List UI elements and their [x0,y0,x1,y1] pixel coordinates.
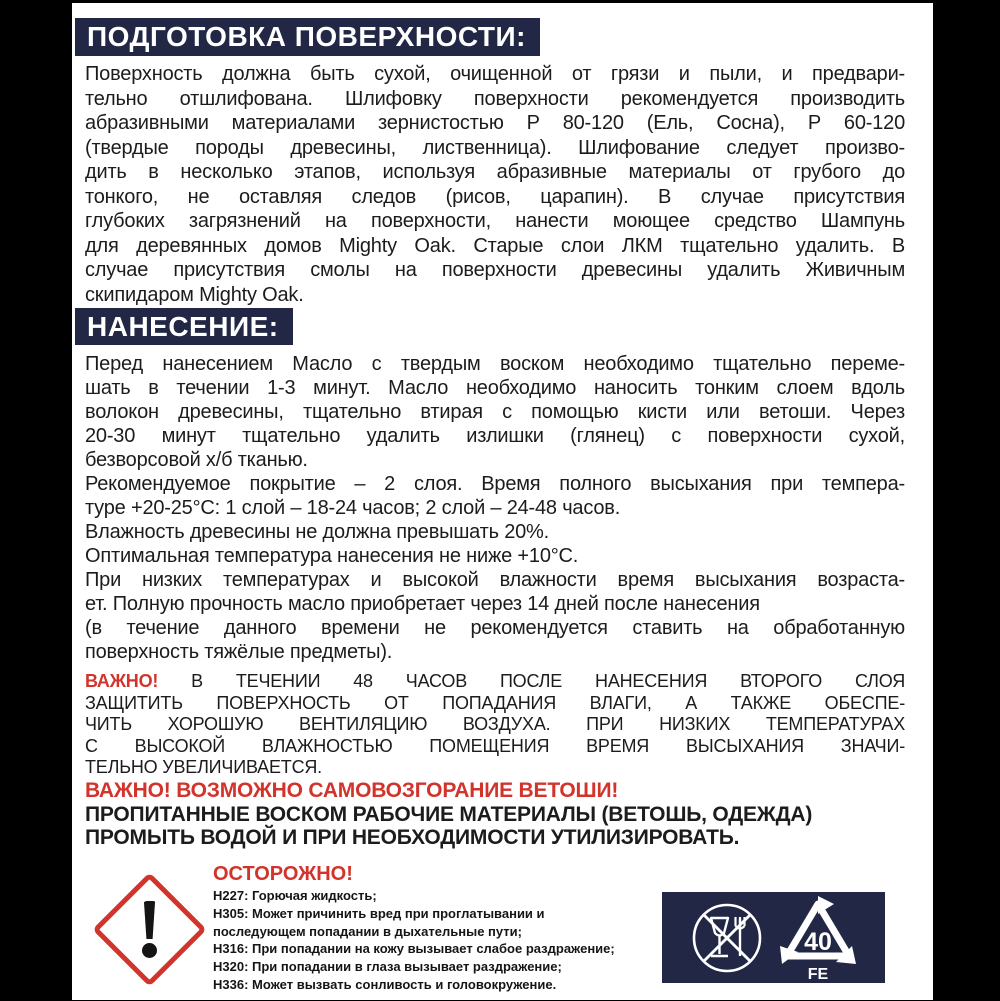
text-line: (твердые породы древесины, лиственница). Шлифование следует произво- [85,136,905,159]
text-line: волокон древесины, тщательно втирая с помощью кисти или ветоши. Через [85,401,905,423]
text-line: ТЕЛЬНО УВЕЛИЧИВАЕТСЯ. [85,757,322,777]
recycling-fe-40-icon [778,894,858,982]
label-page [72,3,933,1000]
text-line: H336: Может вызвать сонливость и головокружение. [213,976,557,992]
text-line: скипидаром Mighty Oak. [85,283,304,306]
recycling-code-label: 40 [803,927,832,956]
text-line: безворсовой х/б тканью. [85,449,308,471]
text-line: для деревянных домов Mighty Oak. Старые слои ЛКМ тщательно удалить. В [85,234,905,257]
text-line: ЗАЩИТИТЬ ПОВЕРХНОСТЬ ОТ ПОПАДАНИЯ ВЛАГИ, А ТАКЖЕ ОБЕСПЕ- [85,692,905,713]
recycling-material-label: FE [807,965,828,982]
section-header-application: НАНЕСЕНИЕ: [75,308,293,345]
no-food-contact-icon [690,901,764,975]
hazard-statements [213,887,668,994]
text-line: Рекомендуемое покрытие – 2 слоя. Время полного высыхания при темпера- [85,473,905,495]
disposal-text [85,803,905,849]
text-line: При низких температурах и высокой влажности время высыхания возраста- [85,569,905,591]
preparation-text [85,62,905,307]
important-label: ВАЖНО! [85,671,159,691]
important-48h-text [85,671,905,779]
text-line: ПРОПИТАННЫЕ ВОСКОМ РАБОЧИЕ МАТЕРИАЛЫ (ВЕТОШЬ, ОДЕЖДА) [85,803,813,826]
text-line: ЧИТЬ ХОРОШУЮ ВЕНТИЛЯЦИЮ ВОЗДУХА. ПРИ НИЗКИХ ТЕМПЕРАТУРАХ [85,714,905,734]
text-line: глубоких загрязнений на поверхности, нанести моющее средство Шампунь [85,210,905,232]
text-line: H320: При попадании в глаза вызывает раздражение; [213,959,562,975]
text-line: тельно отшлифована. Шлифовку поверхности рекомендуется производить [85,87,905,110]
text-line: H227: Горючая жидкость; [213,888,377,903]
symbols-box [662,892,885,983]
text-line: Влажность древесины не должна превышать 20%. [85,521,549,543]
text-line: H305: Может причинить вред при проглатывании и [213,905,545,921]
text-line: (в течение данного времени не рекомендуется ставить на обработанную [85,617,905,639]
text-line [85,671,905,693]
application-text [85,352,905,664]
text-line: туре +20-25°С: 1 слой – 18-24 часов; 2 слой – 24-48 часов. [85,497,621,519]
text-line: Поверхность должна быть сухой, очищенной от грязи и пыли, и предвари- [85,63,905,85]
self-ignition-warning: ВАЖНО! ВОЗМОЖНО САМОВОЗГОРАНИЕ ВЕТОШИ! [85,779,619,802]
text-line: Оптимальная температура нанесения не ниже +10°С. [85,545,579,567]
exclamation-icon [114,894,185,965]
text-line: H316: При попадании на кожу вызывает слабое раздражение; [213,941,615,957]
section-header-preparation: ПОДГОТОВКА ПОВЕРХНОСТИ: [75,18,540,56]
text-line: Перед нанесением Масло с твердым воском необходимо тщательно переме- [85,353,905,375]
text-line: дить в несколько этапов, используя абразивные материалы от грубого до [85,161,905,183]
text-line: тонкого, не оставляя следов (рисов, царапин). В случае присутствия [85,185,905,208]
text-line: последующем попадании в дыхательные пути; [213,923,522,939]
text-line: поверхность тяжёлые предметы). [85,641,393,663]
text-line: случае присутствия смолы на поверхности древесины удалить Живичным [85,259,905,281]
text-line: абразивными материалами зернистостью Р 80-120 (Ель, Сосна), Р 60-120 [85,112,905,134]
important-lines [85,693,905,779]
important-first-line: В ТЕЧЕНИИ 48 ЧАСОВ ПОСЛЕ НАНЕСЕНИЯ ВТОРОГО СЛОЯ [158,671,905,691]
text-line: С ВЫСОКОЙ ВЛАЖНОСТЬЮ ПОМЕЩЕНИЯ ВРЕМЯ ВЫСЫХАНИЯ ЗНАЧИ- [85,735,905,756]
text-line: ПРОМЫТЬ ВОДОЙ И ПРИ НЕОБХОДИМОСТИ УТИЛИЗИРОВАТЬ. [85,826,740,849]
caution-title: ОСТОРОЖНО! [213,863,353,885]
text-line: 20-30 минут тщательно удалить излишки (глянец) с поверхности сухой, [85,425,905,447]
text-line: шать в течении 1-3 минут. Масло необходимо наносить тонким слоем вдоль [85,377,905,399]
ghs07-exclamation-pictogram [92,872,207,987]
text-line: ет. Полную прочность масло приобретает через 14 дней после нанесения [85,593,760,615]
